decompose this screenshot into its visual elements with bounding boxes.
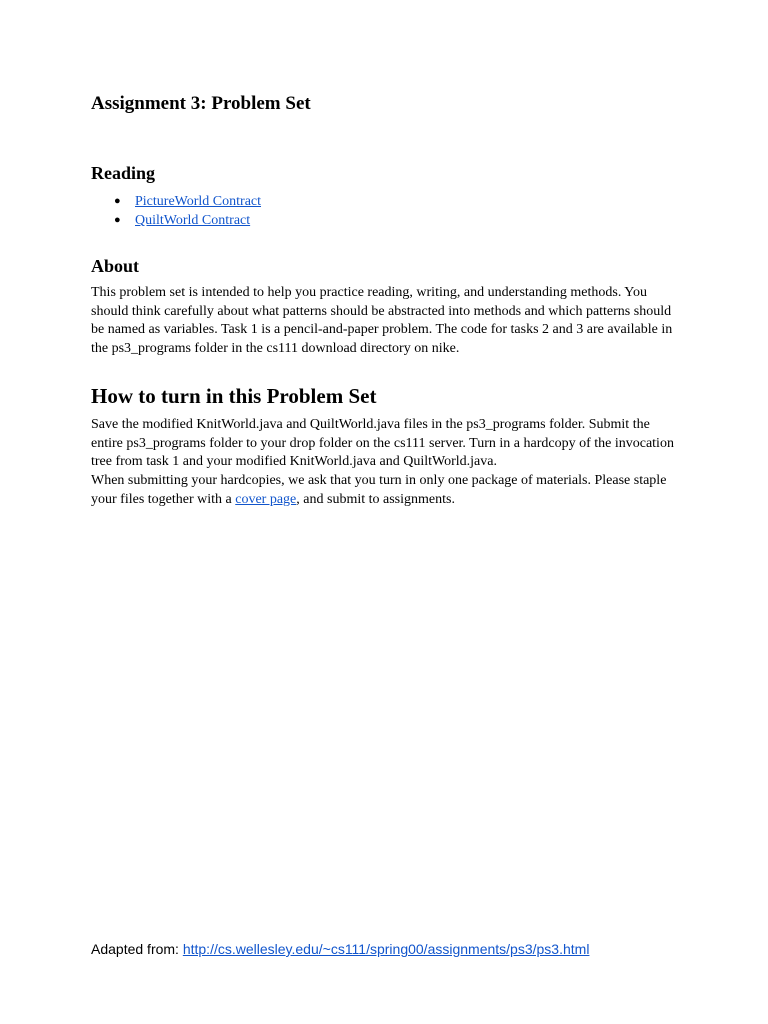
turn-in-heading: How to turn in this Problem Set xyxy=(91,384,377,408)
footer-prefix: Adapted from: xyxy=(91,941,183,957)
list-item xyxy=(91,211,261,230)
turn-in-paragraph xyxy=(91,416,691,510)
quiltworld-contract-link[interactable]: QuiltWorld Contract xyxy=(135,213,251,228)
text-line: the ps3_programs folder in the cs111 download directory on nike. xyxy=(91,341,460,357)
text-line: should think carefully about what patterns should be abstracted into methods and which patterns should xyxy=(91,303,672,319)
text-line: , and submit to assignments. xyxy=(296,491,455,507)
text-line: be named as variables. Task 1 is a pencil-and-paper problem. The code for tasks 2 and 3 are available in xyxy=(91,322,673,338)
text-line: tree from task 1 and your modified KnitWorld.java and QuiltWorld.java. xyxy=(91,454,497,470)
source-url-link[interactable]: http://cs.wellesley.edu/~cs111/spring00/assignments/ps3/ps3.html xyxy=(182,941,590,957)
text-line: entire ps3_programs folder to your drop folder on the cs111 server. Turn in a hardcopy of the invocation xyxy=(91,435,674,451)
page-title: Assignment 3: Problem Set xyxy=(91,93,311,114)
text-line: your files together with a xyxy=(91,491,236,507)
about-heading: About xyxy=(91,256,140,276)
cover-page-link[interactable]: cover page xyxy=(235,491,297,507)
reading-heading: Reading xyxy=(91,163,156,183)
bullet-icon: ● xyxy=(114,195,121,207)
text-line: When submitting your hardcopies, we ask that you turn in only one package of materials. Please staple xyxy=(91,473,667,489)
bullet-icon: ● xyxy=(114,214,121,226)
text-line: Save the modified KnitWorld.java and QuiltWorld.java files in the ps3_programs folder. Submit the xyxy=(91,417,650,432)
list-item xyxy=(91,192,261,211)
footer-attribution xyxy=(91,940,589,958)
about-paragraph xyxy=(91,284,691,359)
reading-list xyxy=(91,192,261,230)
text-line: This problem set is intended to help you practice reading, writing, and understanding methods. You xyxy=(91,285,648,300)
pictureworld-contract-link[interactable]: PictureWorld Contract xyxy=(135,194,262,209)
